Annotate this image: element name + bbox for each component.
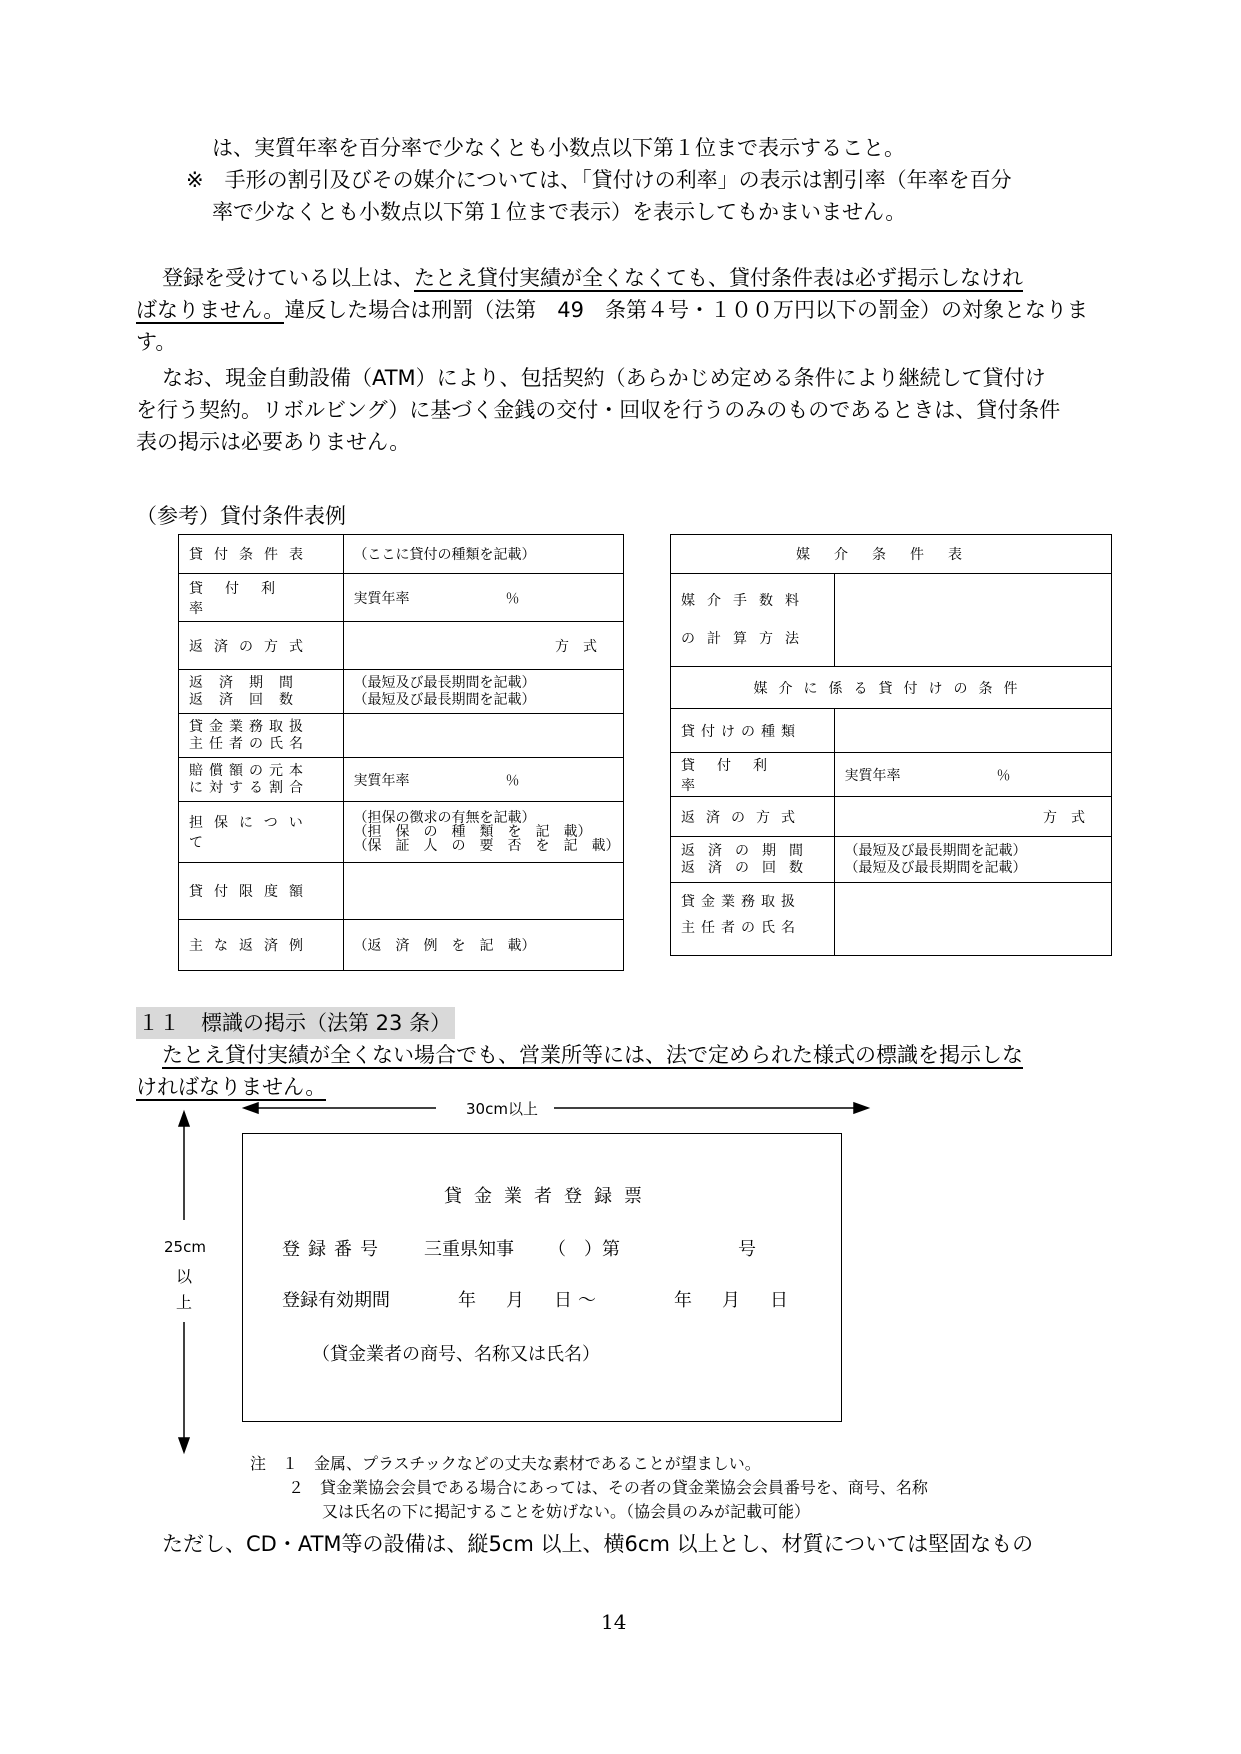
- reg-number-label: 登録番号: [282, 1239, 386, 1260]
- rate-label: 実質年率: [353, 772, 410, 789]
- validity-value: 年 月 日～ 年 月 日: [458, 1290, 794, 1311]
- broker-table-title: 媒介条件表: [671, 535, 1112, 574]
- para2-line1-underlined: たとえ貸付実績が全くなくても、貸付条件表は必ず掲示しなけれ: [414, 266, 1023, 290]
- label-line: 返済の回数: [681, 859, 816, 876]
- table-cell-label: 返済の方式: [671, 797, 835, 837]
- note-2-line1: ２ 貸金業協会会員である場合にあっては、その者の貸金業協会会員番号を、商号、名称: [288, 1478, 928, 1497]
- para1-line3: 率で少なくとも小数点以下第１位まで表示）を表示してもかまいません。: [212, 200, 907, 224]
- para1-line2: ※ 手形の割引及びその媒介については、「貸付けの利率」の表示は割引率（年率を百分: [186, 168, 1012, 192]
- reg-paren: （ ）第: [548, 1239, 620, 1260]
- reg-authority: 三重県知事: [424, 1239, 514, 1260]
- value-line: （最短及び最長期間を記載）: [353, 691, 536, 708]
- sign-title: 貸金業者登録票: [444, 1186, 654, 1207]
- table-cell-value: （返 済 例 を 記 載）: [343, 920, 623, 971]
- label-line: 媒介手数料: [681, 593, 811, 609]
- section11-line1-text: たとえ貸付実績が全くない場合でも、営業所等には、法で定められた様式の標識を掲示しな: [162, 1043, 1023, 1067]
- para2-line1-a: 登録を受けている以上は、: [162, 266, 414, 290]
- para3-line2: を行う契約。リボルビング）に基づく金銭の交付・回収を行うのみのものであるときは、貸付条件: [136, 398, 1061, 422]
- para2-line2-b: 違反した場合は刑罰（法第 49 条第４号・１００万円以下の罰金）の対象となりま: [284, 298, 1088, 322]
- label-line: に対する割合: [189, 779, 309, 796]
- value-line: （最短及び最長期間を記載）: [844, 859, 1027, 876]
- label-line: 貸金業務取扱: [681, 894, 801, 910]
- note-1: 注 １ 金属、プラスチックなどの丈夫な素材であることが望ましい。: [250, 1454, 761, 1473]
- table-cell-label: 貸付限度額: [179, 863, 344, 920]
- value-line: （最短及び最長期間を記載）: [353, 674, 536, 691]
- note-2-line2: 又は氏名の下に掲記することを妨げない。（協会員のみが記載可能）: [322, 1502, 811, 1521]
- rate-label: 実質年率: [844, 767, 901, 784]
- table-cell-value: 方 式: [834, 797, 1111, 837]
- para1-line1: は、実質年率を百分率で少なくとも小数点以下第１位まで表示すること。: [212, 136, 905, 160]
- table-cell-label: 貸付利率: [671, 753, 835, 797]
- label-line: 返済期間: [189, 674, 309, 691]
- table-cell-label: 返済の方式: [179, 622, 344, 670]
- height-label-3: 上: [176, 1293, 193, 1312]
- validity-label: 登録有効期間: [282, 1290, 390, 1311]
- reference-title: （参考）貸付条件表例: [136, 504, 346, 528]
- registration-sign: [242, 1133, 842, 1422]
- value-line: （担 保 の 種 類 を 記 載）: [353, 824, 592, 840]
- percent-sign: ％: [505, 772, 520, 789]
- value-line: （担保の徴求の有無を記載）: [353, 810, 536, 826]
- rate-label: 実質年率: [353, 590, 410, 607]
- para2-line3: す。: [136, 330, 177, 354]
- table-cell-label: 貸付利率: [179, 574, 344, 622]
- height-label: 25cm: [164, 1238, 206, 1256]
- label-line: 返済回数: [189, 691, 309, 708]
- height-label-2: 以: [176, 1267, 193, 1286]
- table-cell-value: 方 式: [343, 622, 623, 670]
- value-line: （最短及び最長期間を記載）: [844, 842, 1027, 859]
- sign-name-line: （貸金業者の商号、名称又は氏名）: [312, 1344, 600, 1365]
- table-cell-label: 貸付けの種類: [671, 709, 835, 753]
- label-line: 賠償額の元本: [189, 762, 309, 779]
- section11-heading: １１ 標識の掲示（法第 23 条）: [136, 1007, 455, 1039]
- label-line: 返済の期間: [681, 842, 816, 859]
- broker-table-subtitle: 媒介に係る貸付けの条件: [671, 667, 1112, 709]
- percent-sign: ％: [996, 767, 1011, 784]
- para2-line2-underlined: ばなりません。: [136, 298, 285, 322]
- para3-line1: なお、現金自動設備（ATM）により、包括契約（あらかじめ定める条件により継続して貸付け: [162, 366, 1046, 390]
- page-number: 14: [601, 1610, 627, 1634]
- width-label: 30cm以上: [466, 1100, 538, 1118]
- percent-sign: ％: [505, 590, 520, 607]
- label-line: 主任者の氏名: [189, 735, 309, 752]
- label-line: 主任者の氏名: [681, 920, 801, 936]
- value-line: （保 証 人 の 要 否 を 記 載）: [353, 838, 620, 854]
- reg-number-suffix: 号: [738, 1239, 756, 1260]
- para3-line3: 表の掲示は必要ありません。: [136, 430, 411, 454]
- table-cell-label: 担保について: [179, 802, 344, 863]
- label-line: の計算方法: [681, 631, 811, 647]
- section11-line2-text: ければなりません。: [136, 1075, 327, 1099]
- table-cell-value: （ここに貸付の種類を記載）: [343, 535, 623, 574]
- label-line: 貸金業務取扱: [189, 718, 309, 735]
- final-line: ただし、CD・ATM等の設備は、縦5cm 以上、横6cm 以上とし、材質については堅固なもの: [162, 1532, 1034, 1556]
- table-cell-label: 主な返済例: [179, 920, 344, 971]
- table-cell-label: 貸付条件表: [179, 535, 344, 574]
